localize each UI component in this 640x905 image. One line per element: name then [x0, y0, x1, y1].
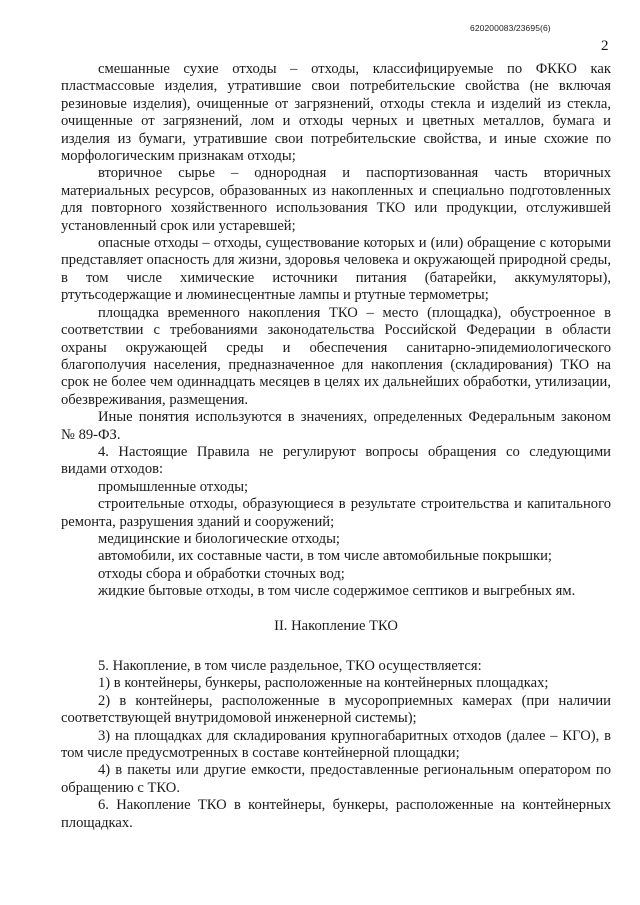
paragraph-secondary-raw-materials: вторичное сырье – однородная и паспортизованная часть вторичных материальных ресурсов, образованных из накопленных и специально подготовленных для повторного хозяйственного использования ТКО или продукции, отслужившей установленный срок или устаревшей;: [61, 165, 611, 234]
list-item-wastewater: отходы сбора и обработки сточных вод;: [98, 565, 345, 582]
list-item-vehicles: автомобили, их составные части, в том числе автомобильные покрышки;: [98, 548, 552, 565]
document-id: 620200083/23695(6): [470, 23, 551, 33]
list-item-3: 3) на площадках для складирования крупногабаритных отходов (далее – КГО), в том числе предусмотренных в составе контейнерной площадки;: [61, 727, 611, 762]
list-item-medical: медицинские и биологические отходы;: [98, 530, 340, 547]
list-item-2: 2) в контейнеры, расположенные в мусороприемных камерах (при наличии соответствующей внутридомовой инженерной системы);: [61, 692, 611, 727]
paragraph-item-5: 5. Накопление, в том числе раздельное, ТКО осуществляется:: [98, 658, 482, 674]
list-item-industrial: промышленные отходы;: [98, 478, 249, 495]
section-heading: II. Накопление ТКО: [274, 617, 398, 634]
paragraph-mixed-dry-waste: смешанные сухие отходы – отходы, классифицируемые по ФККО как пластмассовые изделия, утратившие свои потребительские свойства (не включая резиновые изделия), очищенные от загрязнений, отходы стекла и изделий из стекла, очищенные от загрязнений, лом и отходы черных и цветных металлов, бумага и изделия из бумаги, утратившие свои потребительские свойства, и иные схожие по морфологическим признакам отходы;: [61, 61, 611, 165]
document-body: [61, 61, 611, 832]
list-item-construction: строительные отходы, образующиеся в результате строительства и капитального ремонта, разрушения зданий и сооружений;: [61, 496, 611, 530]
page-number: 2: [601, 38, 609, 54]
paragraph-item-4: 4. Настоящие Правила не регулируют вопросы обращения со следующими видами отходов:: [61, 443, 611, 478]
paragraph-item-6: 6. Накопление ТКО в контейнеры, бункеры, расположенные на контейнерных площадках.: [61, 797, 611, 831]
list-item-1: 1) в контейнеры, бункеры, расположенные на контейнерных площадках;: [98, 675, 549, 692]
paragraph-other-terms: Иные понятия используются в значениях, определенных Федеральным законом № 89-ФЗ.: [61, 409, 611, 443]
list-item-liquid-waste: жидкие бытовые отходы, в том числе содержимое септиков и выгребных ям.: [98, 583, 576, 600]
paragraph-hazardous-waste: опасные отходы – отходы, существование которых и (или) обращение с которыми представляет опасность для жизни, здоровья человека и окружающей природной среды, в том числе химические источники питания (батарейки, аккумуляторы), ртутьсодержащие и люминесцентные лампы и ртутные термометры;: [61, 235, 611, 304]
list-item-4: 4) в пакеты или другие емкости, предоставленные региональным оператором по обращению с ТКО.: [61, 762, 611, 796]
paragraph-temporary-storage-site: площадка временного накопления ТКО – место (площадка), обустроенное в соответствии с требованиями законодательства Российской Федерации в области охраны окружающей среды и обеспечения санитарно-эпидемиологического благополучия населения, предназначенное для накопления (складирования) ТКО на срок не более чем одиннадцать месяцев в целях их дальнейших обработки, утилизации, обезвреживания, размещения.: [61, 304, 611, 408]
